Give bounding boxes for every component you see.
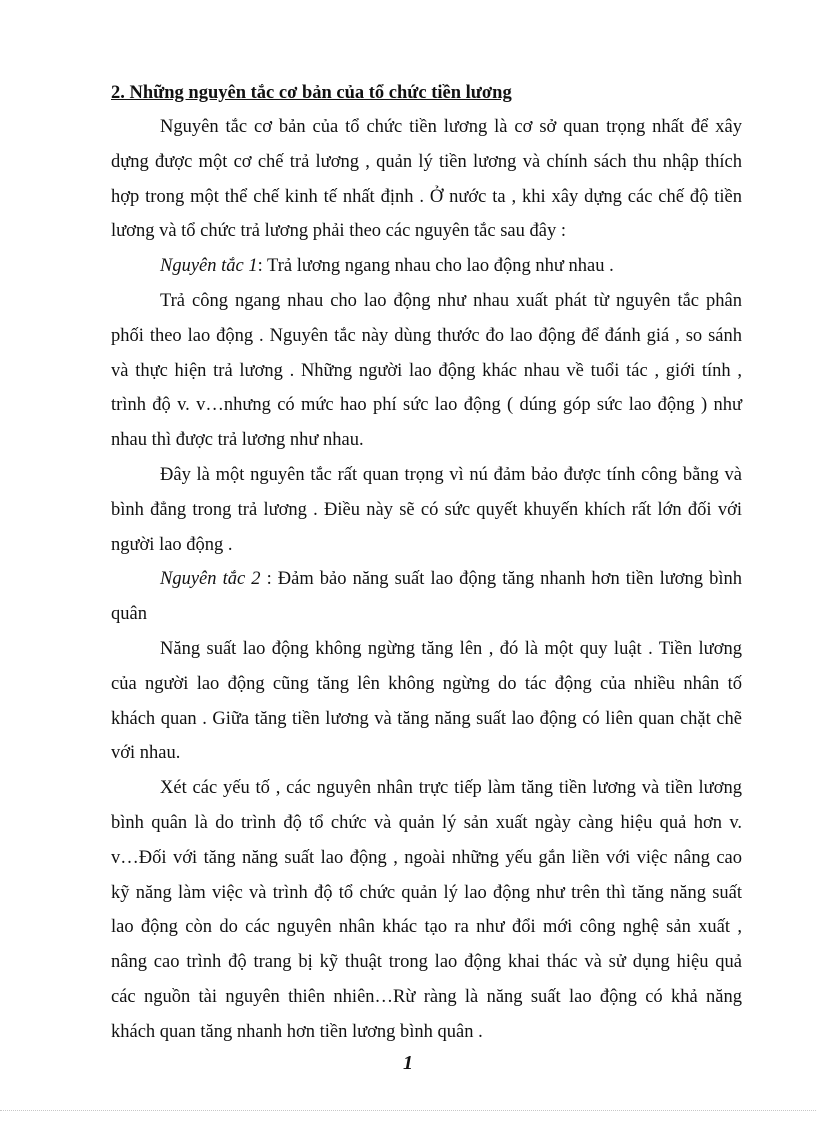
text-line: phối theo lao động . Nguyên tắc này dùng thước đo lao động để đánh giá , so sánh	[111, 325, 742, 346]
principle-2	[111, 562, 742, 632]
paragraph-equal-pay	[111, 284, 742, 458]
text-line	[111, 249, 742, 284]
principle-1-label: Nguyên tắc 1	[160, 256, 258, 277]
text-line: bình quân là do trình độ tổ chức và quản lý sản xuất ngày càng hiệu quả hơn v.	[111, 812, 742, 833]
principle-2-text: : Đảm bảo năng suất lao động tăng nhanh hơn tiền lương bình	[260, 569, 742, 590]
text-line: Đây là một nguyên tắc rất quan trọng vì nú đảm bảo được tính công bằng và	[160, 464, 742, 485]
text-line: khách quan tăng nhanh hơn tiền lương bình quân .	[111, 1021, 483, 1042]
text-line: trình độ v. v…nhưng có mức hao phí sức lao động ( dúng góp sức lao động ) như	[111, 395, 742, 416]
page-content	[111, 76, 742, 1050]
text-line: bình đẳng trong trả lương . Điều này sẽ có sức quyết khuyến khích rất lớn đối với	[111, 499, 742, 520]
text-line: các nguồn tài nguyên thiên nhiên…Rừ ràng là năng suất lao động có khả năng	[111, 986, 742, 1007]
paragraph-factors	[111, 771, 742, 1049]
principle-1-text: : Trả lương ngang nhau cho lao động như nhau .	[257, 256, 614, 277]
text-line: với nhau.	[111, 743, 181, 764]
text-line: Trả công ngang nhau cho lao động như nhau xuất phát từ nguyên tắc phân	[160, 290, 742, 311]
principle-2-label: Nguyên tắc 2	[160, 569, 261, 590]
text-line: Xét các yếu tố , các nguyên nhân trực tiếp làm tăng tiền lương và tiền lương	[160, 778, 742, 799]
section-heading: 2. Những nguyên tắc cơ bản của tổ chức tiền lương	[111, 83, 512, 103]
text-line: quân	[111, 604, 147, 625]
text-line	[111, 562, 742, 597]
text-line: và thực hiện trả lương . Những người lao động khác nhau về tuổi tác , giới tính ,	[111, 360, 742, 381]
principle-1	[111, 249, 742, 284]
text-line: lương và tổ chức trả lương phải theo các nguyên tắc sau đây :	[111, 221, 566, 242]
text-line: của người lao động cũng tăng lên không ngừng do tác động của nhiều nhân tố	[111, 673, 742, 694]
text-line: Năng suất lao động không ngừng tăng lên , đó là một quy luật . Tiền lương	[160, 638, 742, 659]
text-line: lao động còn do các nguyên nhân khác tạo ra như đổi mới công nghệ sản xuất ,	[111, 917, 742, 938]
paragraph-productivity	[111, 632, 742, 771]
text-line: v…Đối với tăng năng suất lao động , ngoài những yếu gắn liền với việc nâng cao	[111, 847, 742, 868]
text-line: khách quan . Giữa tăng tiền lương và tăng năng suất lao động có liên quan chặt chẽ	[111, 708, 742, 729]
text-line: nâng cao trình độ trang bị kỹ thuật trong lao động khai thác và sử dụng hiệu quả	[111, 952, 742, 973]
paragraph-intro	[111, 110, 742, 249]
text-line: người lao động .	[111, 534, 233, 555]
text-line: nhau thì được trả lương như nhau.	[111, 430, 364, 451]
text-line: hợp trong một thể chế kinh tế nhất định . Ở nước ta , khi xây dựng các chế độ tiền	[111, 186, 742, 207]
page-number: 1	[403, 1052, 413, 1074]
footer-divider	[0, 1110, 816, 1111]
text-line: Nguyên tắc cơ bản của tổ chức tiền lương là cơ sở quan trọng nhất để xây	[160, 117, 742, 137]
text-line: kỹ năng làm việc và trình độ tổ chức quản lý lao động như trên thì tăng năng suất	[111, 882, 742, 903]
text-line: dựng được một cơ chế trả lương , quản lý tiền lương và chính sách thu nhập thích	[111, 151, 742, 172]
paragraph-fairness	[111, 458, 742, 562]
